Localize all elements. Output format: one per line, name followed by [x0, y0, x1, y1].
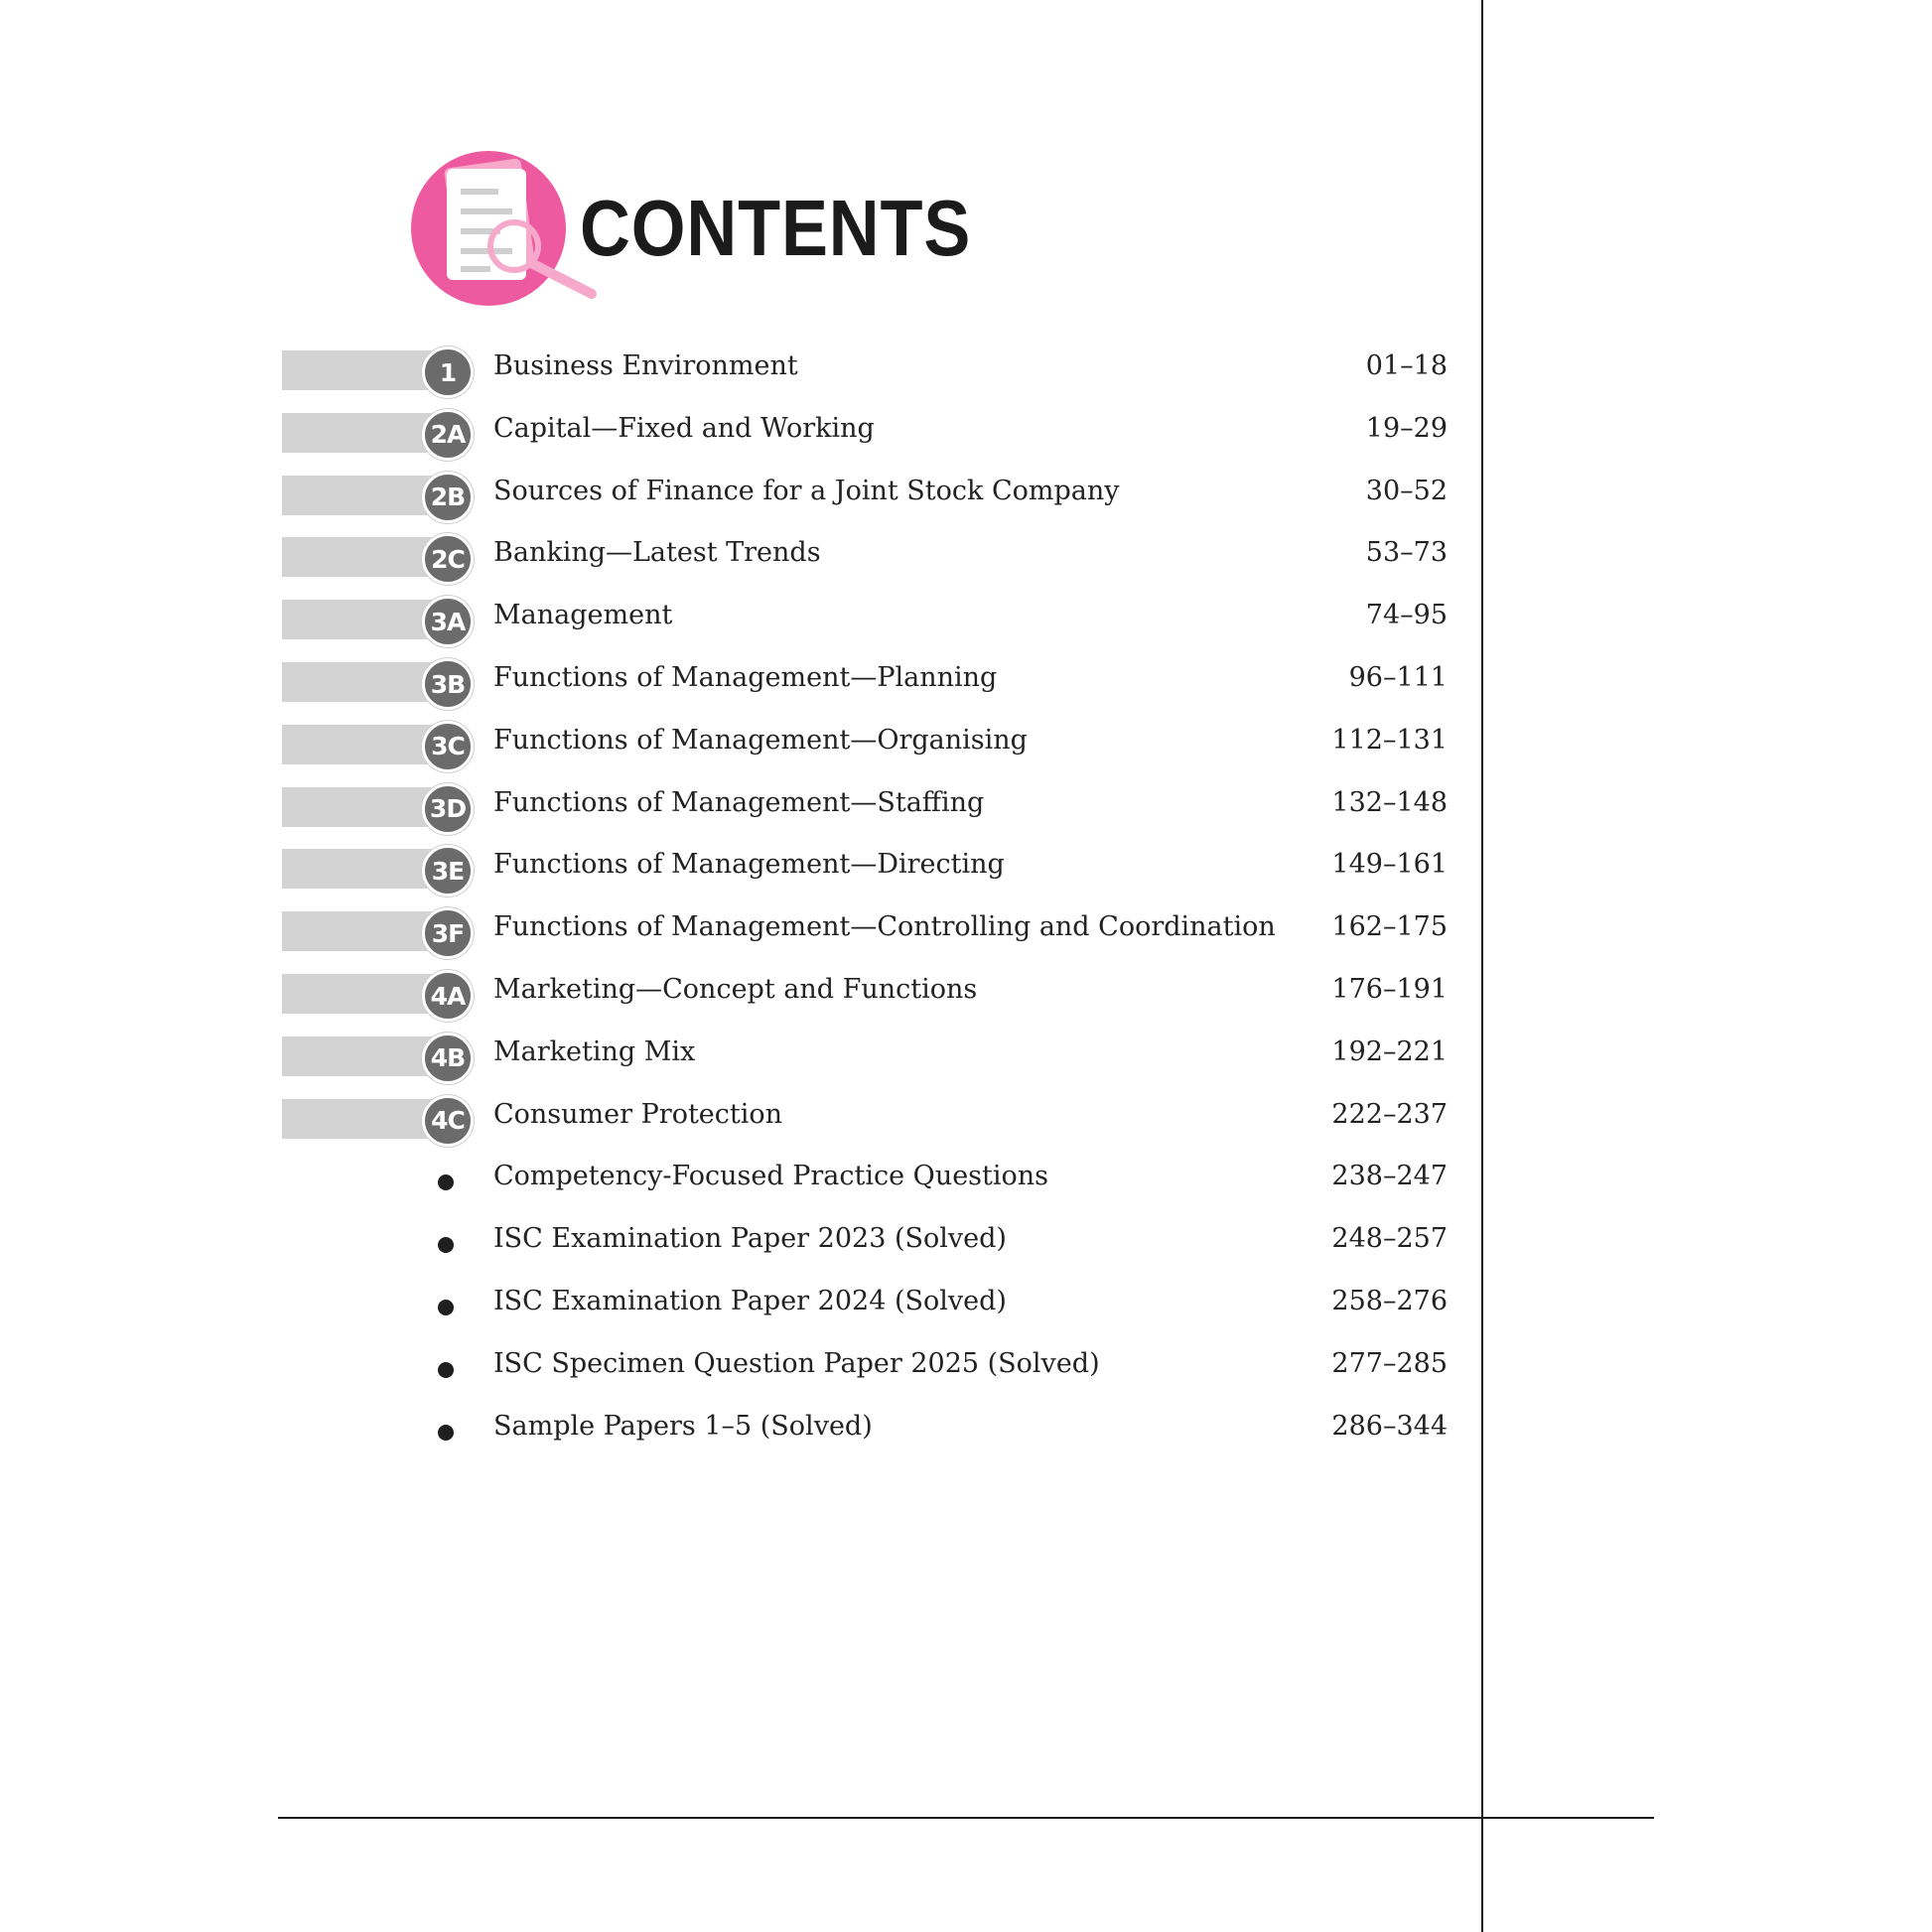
chapter-title: Banking—Latest Trends — [493, 537, 821, 569]
toc-row — [0, 470, 1932, 519]
chapter-title: Consumer Protection — [493, 1098, 783, 1130]
chapter-number-badge: 4C — [422, 1095, 474, 1147]
extra-title: ISC Examination Paper 2023 (Solved) — [493, 1223, 1007, 1255]
chapter-tab-bar — [282, 787, 441, 827]
toc-row — [0, 345, 1932, 394]
chapter-page-range: 30–52 — [1365, 475, 1448, 506]
chapter-title: Marketing Mix — [493, 1035, 696, 1067]
chapter-tab-bar — [282, 413, 441, 453]
page-title: CONTENTS — [580, 184, 972, 272]
chapter-title: Capital—Fixed and Working — [493, 412, 875, 444]
chapter-number-badge: 3C — [422, 721, 474, 772]
extra-title: Competency-Focused Practice Questions — [493, 1161, 1049, 1192]
toc-row — [0, 594, 1932, 643]
chapter-title: Management — [493, 600, 673, 631]
chapter-title: Business Environment — [493, 350, 798, 381]
chapter-tab-bar — [282, 350, 441, 390]
chapter-tab-bar — [282, 1036, 441, 1076]
toc-extra-row — [0, 1155, 1932, 1204]
page-edge-vertical-rule — [1481, 0, 1483, 1932]
chapter-page-range: 96–111 — [1348, 662, 1448, 693]
chapter-tab-bar — [282, 974, 441, 1014]
chapter-title: Functions of Management—Planning — [493, 662, 998, 693]
chapter-tab-bar — [282, 725, 441, 764]
page-bottom-rule — [278, 1817, 1654, 1819]
chapter-number-badge: 2C — [422, 533, 474, 585]
toc-extra-row — [0, 1217, 1932, 1267]
extra-title: ISC Specimen Question Paper 2025 (Solved) — [493, 1347, 1100, 1379]
chapter-tab-bar — [282, 662, 441, 702]
bullet-icon — [438, 1300, 454, 1315]
extra-page-range: 277–285 — [1331, 1347, 1448, 1379]
bullet-icon — [438, 1174, 454, 1190]
chapter-page-range: 19–29 — [1365, 412, 1448, 444]
chapter-page-range: 222–237 — [1331, 1098, 1448, 1130]
toc-row — [0, 407, 1932, 457]
chapter-page-range: 74–95 — [1365, 600, 1448, 631]
chapter-tab-bar — [282, 1099, 441, 1139]
chapter-tab-bar — [282, 911, 441, 951]
chapter-tab-bar — [282, 476, 441, 515]
chapter-number-badge: 2A — [422, 409, 474, 461]
chapter-tab-bar — [282, 537, 441, 577]
chapter-page-range: 176–191 — [1331, 974, 1448, 1005]
toc-row — [0, 531, 1932, 581]
toc-row — [0, 781, 1932, 831]
extra-page-range: 258–276 — [1331, 1286, 1448, 1316]
chapter-number-badge: 3D — [422, 783, 474, 835]
toc-row — [0, 968, 1932, 1018]
chapter-title: Functions of Management—Directing — [493, 849, 1005, 881]
extra-page-range: 248–257 — [1331, 1223, 1448, 1255]
chapter-page-range: 132–148 — [1331, 786, 1448, 818]
chapter-number-badge: 1 — [422, 346, 474, 398]
toc-row — [0, 656, 1932, 706]
chapter-number-badge: 3F — [422, 907, 474, 959]
chapter-title: Functions of Management—Organising — [493, 724, 1028, 756]
chapter-page-range: 149–161 — [1331, 849, 1448, 881]
chapter-title: Marketing—Concept and Functions — [493, 974, 978, 1005]
toc-row — [0, 905, 1932, 955]
extra-title: Sample Papers 1–5 (Solved) — [493, 1410, 873, 1442]
chapter-page-range: 01–18 — [1365, 350, 1448, 381]
toc-extra-row — [0, 1280, 1932, 1329]
chapter-number-badge: 2B — [422, 472, 474, 523]
chapter-number-badge: 3A — [422, 596, 474, 647]
chapter-title: Functions of Management—Staffing — [493, 786, 985, 818]
chapter-page-range: 53–73 — [1365, 537, 1448, 569]
toc-row — [0, 1093, 1932, 1143]
toc-row — [0, 719, 1932, 768]
toc-row — [0, 1031, 1932, 1080]
extra-page-range: 286–344 — [1331, 1410, 1448, 1442]
chapter-title: Functions of Management—Controlling and Coordination — [493, 911, 1276, 943]
chapter-title: Sources of Finance for a Joint Stock Company — [493, 475, 1120, 506]
bullet-icon — [438, 1237, 454, 1253]
chapter-tab-bar — [282, 600, 441, 639]
chapter-number-badge: 4B — [422, 1033, 474, 1084]
chapter-number-badge: 4A — [422, 970, 474, 1022]
bullet-icon — [438, 1425, 454, 1441]
chapter-page-range: 192–221 — [1331, 1035, 1448, 1067]
toc-extra-row — [0, 1405, 1932, 1454]
chapter-number-badge: 3B — [422, 658, 474, 710]
toc-row — [0, 843, 1932, 893]
bullet-icon — [438, 1362, 454, 1378]
chapter-number-badge: 3E — [422, 845, 474, 897]
toc-extra-row — [0, 1342, 1932, 1392]
chapter-page-range: 162–175 — [1331, 911, 1448, 943]
chapter-tab-bar — [282, 849, 441, 889]
extra-title: ISC Examination Paper 2024 (Solved) — [493, 1286, 1007, 1316]
extra-page-range: 238–247 — [1331, 1161, 1448, 1192]
chapter-page-range: 112–131 — [1331, 724, 1448, 756]
